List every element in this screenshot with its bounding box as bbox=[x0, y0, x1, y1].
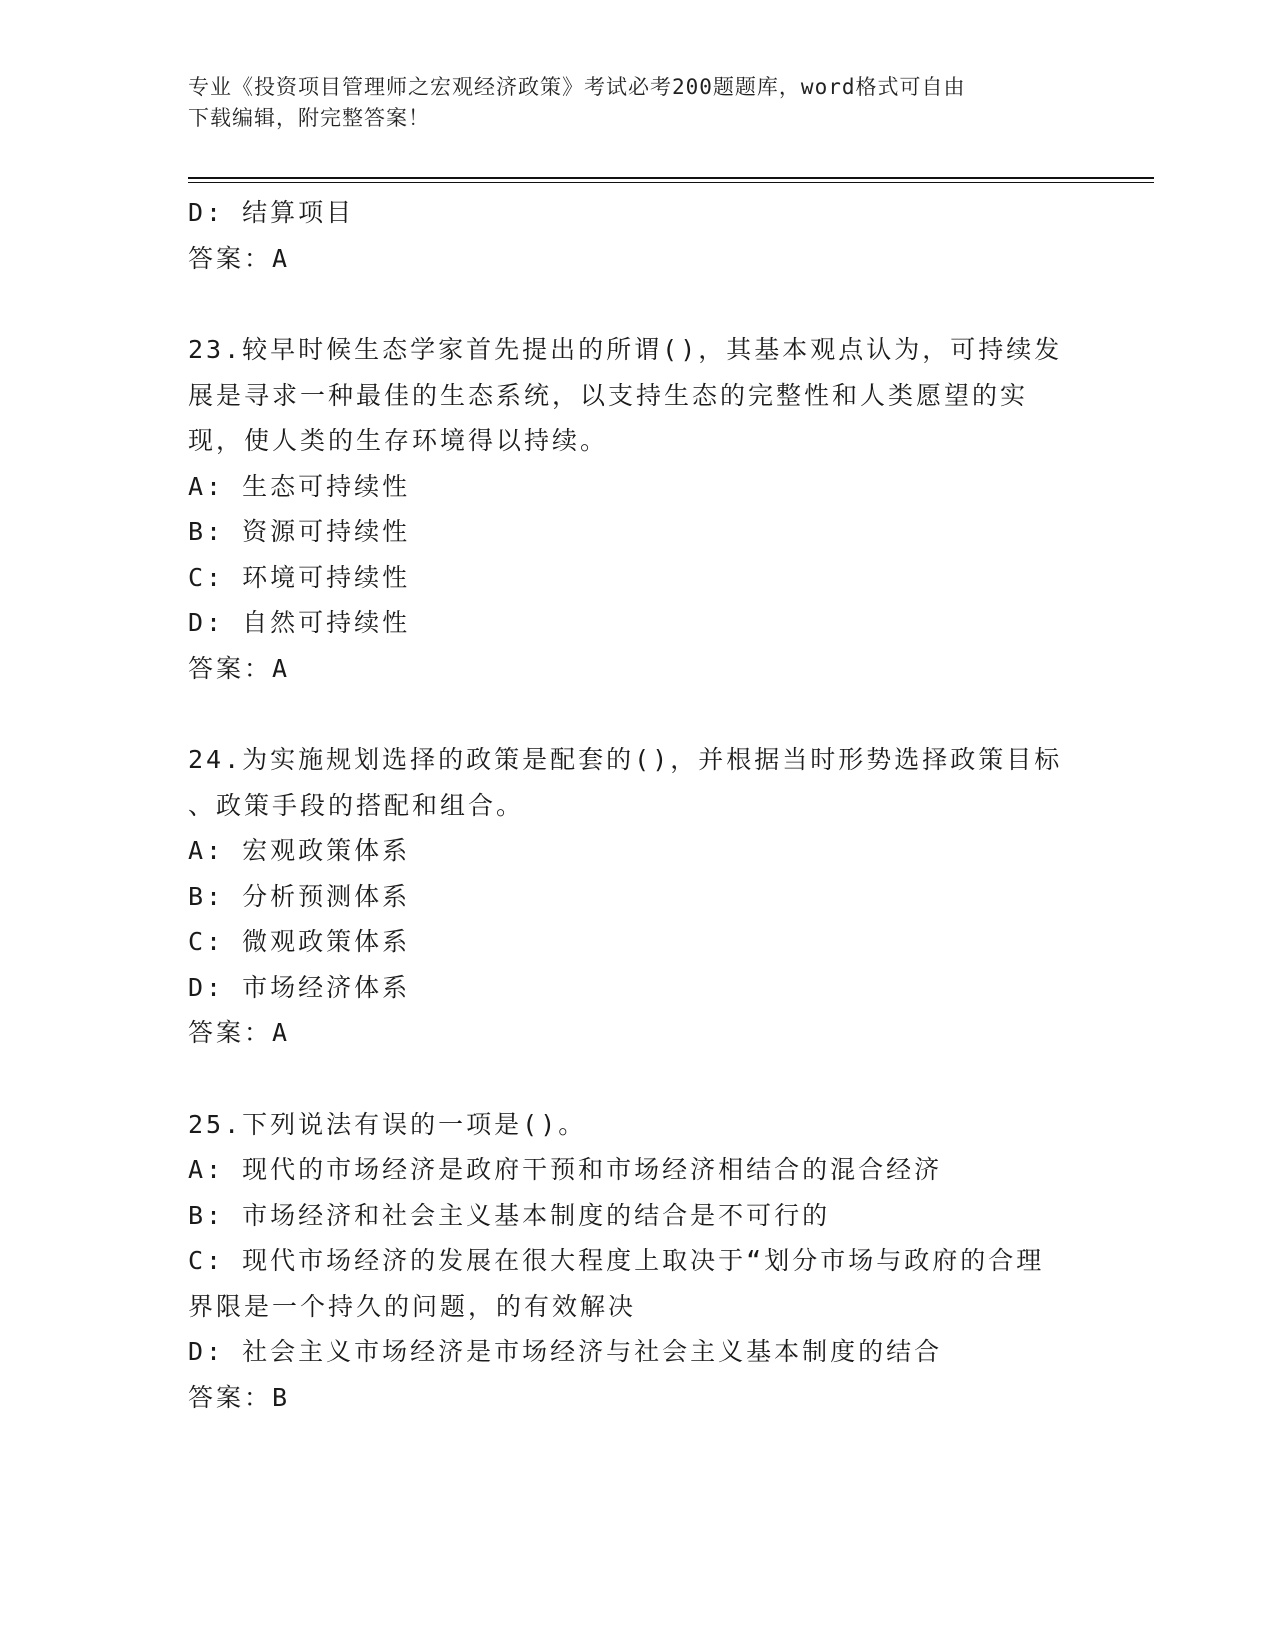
question-25 bbox=[188, 1102, 1088, 1421]
question-stem-line: 、政策手段的搭配和组合。 bbox=[188, 790, 525, 820]
option-b: B: 分析预测体系 bbox=[188, 881, 411, 911]
spacer bbox=[188, 691, 1088, 737]
option-d: D: 市场经济体系 bbox=[188, 972, 411, 1002]
document-body bbox=[188, 190, 1088, 1420]
option-c: C: 现代市场经济的发展在很大程度上取决于“划分市场与政府的合理 bbox=[188, 1246, 1045, 1275]
spacer bbox=[188, 1056, 1088, 1102]
option-d: D: 社会主义市场经济是市场经济与社会主义基本制度的结合 bbox=[188, 1337, 943, 1366]
question-23 bbox=[188, 327, 1088, 691]
option-b: B: 资源可持续性 bbox=[188, 517, 411, 546]
question-24 bbox=[188, 737, 1088, 1056]
answer: 答案：A bbox=[188, 653, 291, 683]
option-a: A: 宏观政策体系 bbox=[188, 836, 411, 865]
prev-answer: 答案：A bbox=[188, 243, 291, 273]
header-rule-thin bbox=[188, 182, 1154, 183]
question-stem-line: 现，使人类的生存环境得以持续。 bbox=[188, 426, 609, 455]
option-b: B: 市场经济和社会主义基本制度的结合是不可行的 bbox=[188, 1200, 831, 1230]
question-stem-line: 展是寻求一种最佳的生态系统，以支持生态的完整性和人类愿望的实 bbox=[188, 380, 1029, 410]
answer: 答案：B bbox=[188, 1382, 291, 1412]
option-d: D: 自然可持续性 bbox=[188, 608, 411, 637]
prev-option-d: D: 结算项目 bbox=[188, 198, 355, 227]
question-stem-line: 24.为实施规划选择的政策是配套的()，并根据当时形势选择政策目标 bbox=[188, 745, 1063, 774]
header-line-1: 专业《投资项目管理师之宏观经济政策》考试必考200题题库，word格式可自由 bbox=[188, 75, 966, 99]
option-c-continued: 界限是一个持久的问题，的有效解决 bbox=[188, 1291, 637, 1321]
option-c: C: 环境可持续性 bbox=[188, 562, 411, 592]
option-a: A: 现代的市场经济是政府干预和市场经济相结合的混合经济 bbox=[188, 1155, 943, 1184]
header-line-2: 下载编辑，附完整答案！ bbox=[188, 106, 430, 130]
option-c: C: 微观政策体系 bbox=[188, 927, 411, 956]
header-rule-thick bbox=[188, 177, 1154, 179]
question-stem-line: 25.下列说法有误的一项是()。 bbox=[188, 1109, 587, 1139]
answer: 答案：A bbox=[188, 1018, 291, 1047]
question-stem-line: 23.较早时候生态学家首先提出的所谓()，其基本观点认为，可持续发 bbox=[188, 335, 1063, 364]
option-a: A: 生态可持续性 bbox=[188, 471, 411, 501]
page-header bbox=[188, 72, 1088, 134]
spacer bbox=[188, 281, 1088, 327]
